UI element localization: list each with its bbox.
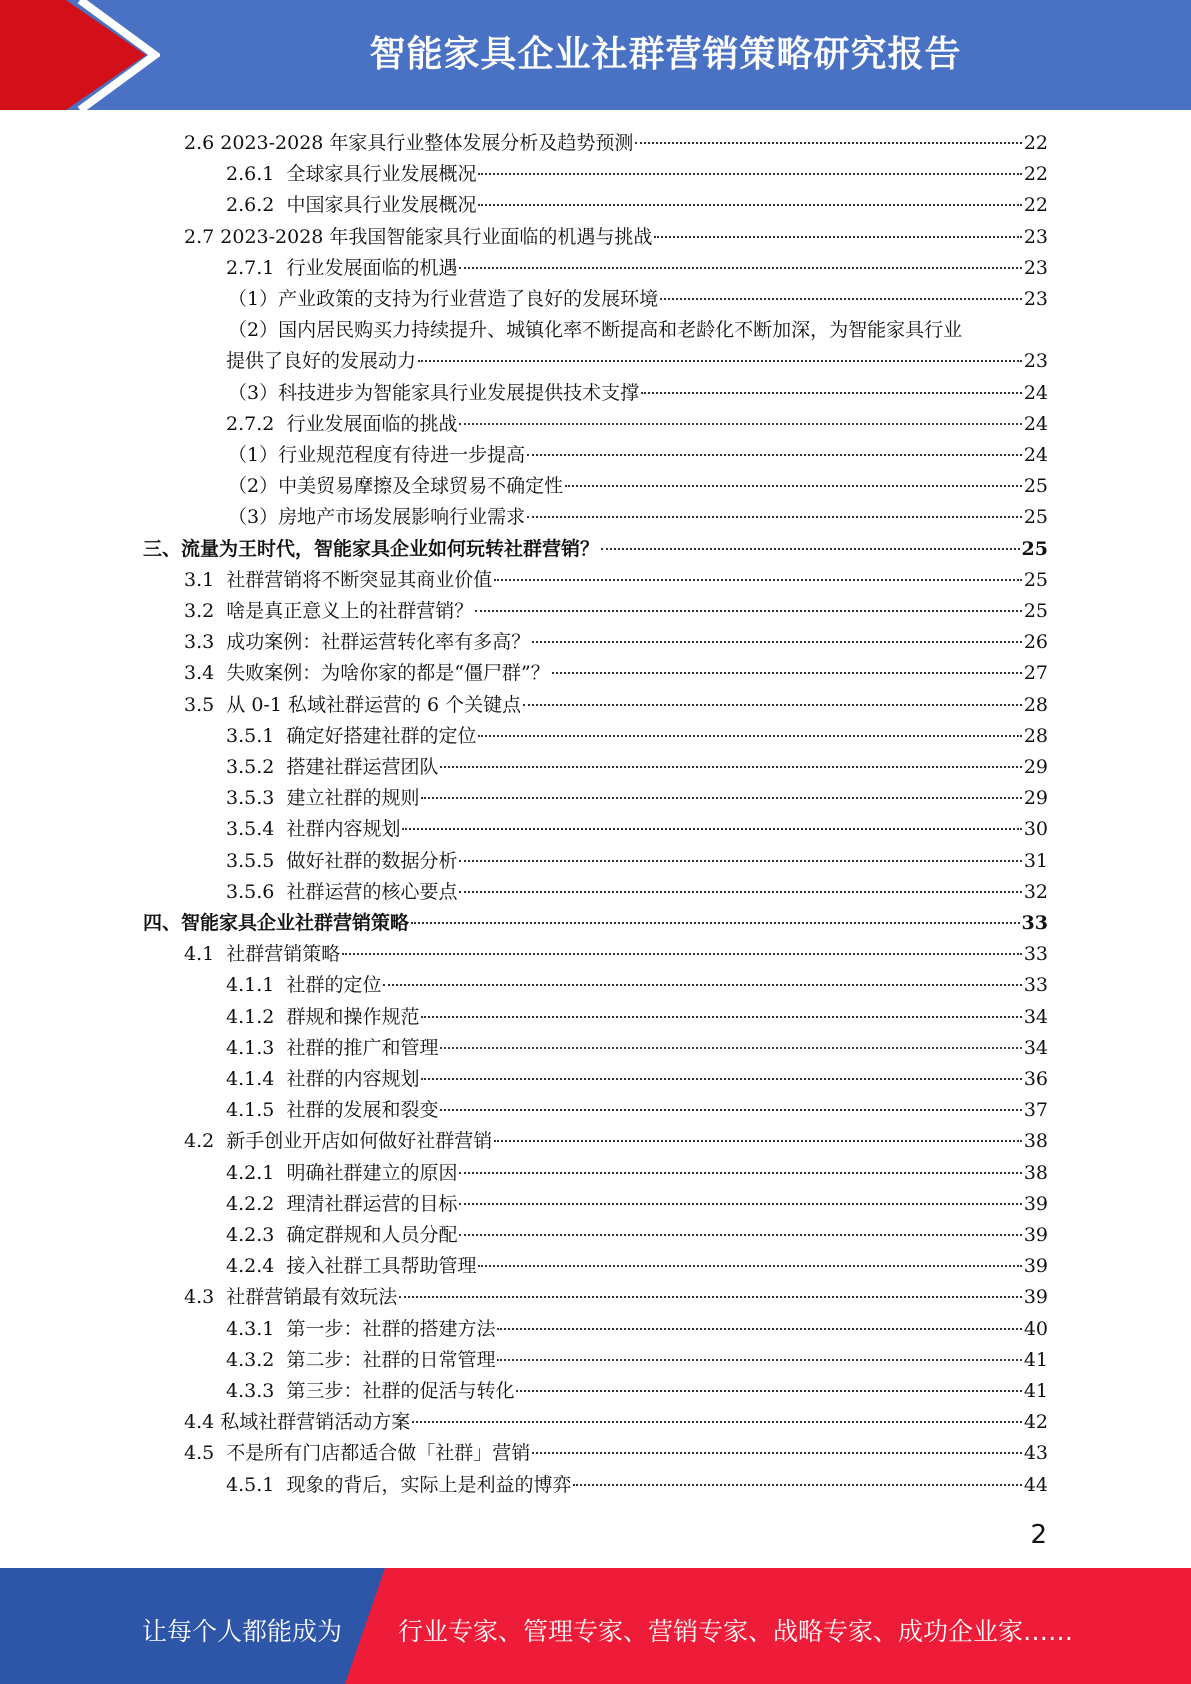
toc-entry-page: 26 xyxy=(1023,631,1048,654)
toc-entry-page: 24 xyxy=(1023,444,1048,466)
toc-leader-dots xyxy=(440,1109,1021,1111)
toc-entry[interactable] xyxy=(226,1158,1048,1189)
toc-entry-number: 2.6 xyxy=(184,132,221,154)
toc-entry-page: 37 xyxy=(1023,1099,1048,1122)
toc-entry[interactable] xyxy=(226,1251,1048,1282)
toc-leader-dots xyxy=(440,766,1021,768)
toc-entry-number: 4.5 xyxy=(184,1442,227,1465)
toc-entry-title: 社群的发展和裂变 xyxy=(286,1099,439,1122)
toc-entry-title: （2）国内居民购买力持续提升、城镇化率不断提高和老龄化不断加深，为智能家具行业 xyxy=(228,319,963,342)
toc-entry-title: 明确社群建立的原因 xyxy=(286,1161,458,1184)
toc-entry-title: 行业发展面临的机遇 xyxy=(286,256,458,279)
toc-entry[interactable] xyxy=(226,752,1048,783)
toc-entry[interactable] xyxy=(143,534,1048,565)
toc-leader-dots xyxy=(494,579,1022,581)
toc-entry-page: 25 xyxy=(1023,600,1048,622)
toc-entry-page: 30 xyxy=(1023,818,1048,841)
toc-leader-dots xyxy=(552,672,1022,674)
toc-entry-title: 社群内容规划 xyxy=(286,818,401,841)
toc-leader-dots xyxy=(412,1421,1022,1423)
toc-leader-dots xyxy=(497,1359,1021,1361)
toc-entry-title: 提供了良好的发展动力 xyxy=(226,350,417,373)
toc-entry-title: 四、智能家具企业社群营销策略 xyxy=(143,912,410,934)
toc-entry-number: 3.5.2 xyxy=(226,756,287,778)
toc-entry-page: 33 xyxy=(1021,912,1048,934)
toc-entry-page: 34 xyxy=(1023,1005,1048,1028)
toc-entry-title: 理清社群运营的目标 xyxy=(286,1192,458,1215)
toc-entry-title: 建立社群的规则 xyxy=(286,787,420,810)
toc-entry[interactable] xyxy=(228,440,1048,471)
toc-entry-title: 啥是真正意义上的社群营销？ xyxy=(226,600,474,622)
toc-entry-number: 3.5.6 xyxy=(226,880,287,903)
toc-entry[interactable] xyxy=(228,502,1048,533)
toc-entry-page: 28 xyxy=(1023,724,1048,747)
toc-entry[interactable] xyxy=(226,877,1048,908)
toc-leader-dots xyxy=(478,1265,1021,1267)
toc-entry-page: 29 xyxy=(1023,787,1048,810)
toc-entry[interactable] xyxy=(228,315,1048,346)
toc-entry-number: 4.1.1 xyxy=(226,974,287,997)
toc-entry-title: 全球家具行业发展概况 xyxy=(286,163,477,186)
toc-entry[interactable] xyxy=(226,159,1048,190)
toc-entry-title: 社群营销将不断突显其商业价值 xyxy=(226,568,493,591)
toc-entry-number: 3.5.3 xyxy=(226,787,287,810)
toc-leader-dots xyxy=(478,204,1021,206)
toc-entry-page: 44 xyxy=(1023,1473,1048,1496)
toc-leader-dots xyxy=(527,454,1022,456)
toc-entry[interactable] xyxy=(226,1314,1048,1345)
toc-entry-page: 29 xyxy=(1023,756,1048,778)
toc-leader-dots xyxy=(459,1234,1021,1236)
toc-entry-number: 4.2.2 xyxy=(226,1192,287,1215)
toc-entry[interactable] xyxy=(226,1376,1048,1407)
page-header xyxy=(0,0,1191,110)
toc-entry-page: 39 xyxy=(1023,1224,1048,1246)
toc-entry-number: 4.1.2 xyxy=(226,1005,287,1028)
toc-leader-dots xyxy=(532,1452,1022,1454)
toc-leader-dots xyxy=(573,1484,1021,1486)
page-footer xyxy=(0,1568,1191,1684)
toc-entry-title: 第一步：社群的搭建方法 xyxy=(286,1317,496,1340)
toc-entry-page: 22 xyxy=(1023,163,1048,186)
toc-entry-page: 28 xyxy=(1023,693,1048,716)
toc-entry-title: 社群营销最有效玩法 xyxy=(226,1286,398,1309)
toc-entry[interactable] xyxy=(184,627,1048,658)
toc-entry[interactable] xyxy=(226,1220,1048,1251)
toc-entry[interactable] xyxy=(143,908,1048,939)
toc-entry-page: 38 xyxy=(1023,1161,1048,1184)
toc-entry-number: 3.5.5 xyxy=(226,849,287,872)
toc-leader-dots xyxy=(532,641,1022,643)
toc-entry[interactable] xyxy=(184,1126,1048,1157)
toc-entry-title: 社群的内容规划 xyxy=(286,1068,420,1090)
toc-leader-dots xyxy=(478,735,1021,737)
toc-leader-dots xyxy=(440,1047,1021,1049)
toc-entry-number: 3.5.1 xyxy=(226,724,287,747)
toc-entry-number: 4.1.5 xyxy=(226,1099,287,1122)
toc-entry-title: （1）行业规范程度有待进一步提高 xyxy=(228,444,526,466)
toc-entry-title: 行业发展面临的挑战 xyxy=(286,412,458,435)
toc-entry[interactable] xyxy=(184,596,1048,627)
toc-entry-page: 33 xyxy=(1023,974,1048,997)
toc-entry-title: 第三步：社群的促活与转化 xyxy=(286,1380,515,1402)
toc-leader-dots xyxy=(475,610,1022,612)
toc-leader-dots xyxy=(459,891,1021,893)
toc-entry-page: 36 xyxy=(1023,1068,1048,1090)
toc-leader-dots xyxy=(494,1140,1022,1142)
toc-entry-page: 27 xyxy=(1023,662,1048,685)
toc-entry-title: 2023-2028 年家具行业整体发展分析及趋势预测 xyxy=(220,132,634,154)
toc-entry-number: 3.5 xyxy=(184,693,227,716)
toc-entry[interactable] xyxy=(184,690,1048,721)
toc-entry-page: 22 xyxy=(1023,194,1048,217)
toc-leader-dots xyxy=(421,1016,1021,1018)
toc-entry-title: （1）产业政策的支持为行业营造了良好的发展环境 xyxy=(228,288,659,310)
toc-entry-number: 4.2.1 xyxy=(226,1161,287,1184)
toc-entry-page: 39 xyxy=(1023,1255,1048,1278)
toc-leader-dots xyxy=(635,142,1021,144)
toc-entry-title: （3）房地产市场发展影响行业需求 xyxy=(228,506,526,529)
toc-entry[interactable] xyxy=(226,721,1048,752)
toc-entry-number: 4.4 xyxy=(184,1411,221,1434)
toc-entry-page: 32 xyxy=(1023,880,1048,903)
toc-entry-title: （2）中美贸易摩擦及全球贸易不确定性 xyxy=(228,475,564,498)
toc-leader-dots xyxy=(459,1203,1021,1205)
toc-entry-title: 社群运营的核心要点 xyxy=(286,880,458,903)
toc-leader-dots xyxy=(402,828,1021,830)
toc-entry-page: 25 xyxy=(1021,537,1048,560)
toc-entry-page: 34 xyxy=(1023,1036,1048,1059)
toc-entry-title: 社群的定位 xyxy=(286,974,382,997)
toc-entry-title: 不是所有门店都适合做「社群」营销 xyxy=(226,1442,531,1465)
toc-leader-dots xyxy=(459,1172,1021,1174)
toc-entry-title: 群规和操作规范 xyxy=(286,1005,420,1028)
toc-entry-title: 从 0-1 私域社群运营的 6 个关键点 xyxy=(226,693,522,716)
toc-entry-number: 4.1.3 xyxy=(226,1036,287,1059)
toc-entry[interactable] xyxy=(226,1033,1048,1064)
toc-entry-page: 43 xyxy=(1023,1442,1048,1465)
toc-entry-page: 22 xyxy=(1023,132,1048,154)
toc-entry[interactable] xyxy=(184,1407,1048,1438)
toc-entry-page: 23 xyxy=(1023,256,1048,279)
toc-entry-number: 3.2 xyxy=(184,600,227,622)
toc-entry-number: 4.3.1 xyxy=(226,1317,287,1340)
toc-entry[interactable] xyxy=(226,846,1048,877)
toc-entry-number: 2.6.2 xyxy=(226,194,287,217)
toc-entry[interactable] xyxy=(226,1002,1048,1033)
toc-entry-number: 2.7.2 xyxy=(226,412,287,435)
toc-entry[interactable] xyxy=(184,1438,1048,1469)
footer-slogan-left: 让每个人都能成为 xyxy=(142,1617,343,1646)
header-arrow-decoration xyxy=(0,0,160,110)
toc-entry-title: 社群营销策略 xyxy=(226,943,341,966)
toc-entry-number: 3.5.4 xyxy=(226,818,287,841)
toc-entry-number: 4.3 xyxy=(184,1286,227,1309)
toc-entry[interactable] xyxy=(226,1189,1048,1220)
toc-entry-page: 39 xyxy=(1023,1286,1048,1309)
toc-entry[interactable] xyxy=(228,284,1048,315)
toc-entry[interactable] xyxy=(226,970,1048,1001)
toc-entry-title: 接入社群工具帮助管理 xyxy=(286,1255,477,1278)
toc-entry-page: 40 xyxy=(1023,1317,1048,1340)
toc-entry[interactable] xyxy=(226,1470,1048,1501)
toc-entry[interactable] xyxy=(226,1095,1048,1126)
toc-entry-number: 4.3.2 xyxy=(226,1348,287,1371)
toc-entry-page: 38 xyxy=(1023,1130,1048,1153)
toc-entry-title: 新手创业开店如何做好社群营销 xyxy=(226,1130,493,1153)
toc-leader-dots xyxy=(660,298,1022,300)
toc-leader-dots xyxy=(418,360,1022,362)
toc-leader-dots xyxy=(654,236,1021,238)
toc-entry[interactable] xyxy=(228,378,1048,409)
toc-entry-title: 失败案例：为啥你家的都是“僵尸群”？ xyxy=(226,662,550,685)
toc-entry-number: 4.3.3 xyxy=(226,1380,287,1402)
toc-leader-dots xyxy=(459,423,1021,425)
toc-entry-number: 4.2.4 xyxy=(226,1255,287,1278)
toc-entry[interactable] xyxy=(226,346,1048,377)
toc-entry-page: 25 xyxy=(1023,506,1048,529)
toc-entry-title: 确定好搭建社群的定位 xyxy=(286,724,477,747)
toc-entry-page: 25 xyxy=(1023,568,1048,591)
toc-entry-title: 第二步：社群的日常管理 xyxy=(286,1348,496,1371)
toc-entry-number: 4.2.3 xyxy=(226,1224,287,1246)
toc-entry-number: 3.1 xyxy=(184,568,227,591)
toc-entry[interactable] xyxy=(226,409,1048,440)
toc-entry[interactable] xyxy=(228,471,1048,502)
toc-entry[interactable] xyxy=(226,253,1048,284)
toc-leader-dots xyxy=(497,1328,1021,1330)
toc-leader-dots xyxy=(421,1078,1021,1080)
toc-leader-dots xyxy=(565,485,1022,487)
toc-entry-number: 4.1 xyxy=(184,943,227,966)
toc-leader-dots xyxy=(421,797,1021,799)
toc-entry[interactable] xyxy=(226,814,1048,845)
toc-leader-dots xyxy=(342,953,1022,955)
toc-entry-title: 社群的推广和管理 xyxy=(286,1036,439,1059)
toc-leader-dots xyxy=(523,704,1022,706)
toc-entry-page: 41 xyxy=(1023,1380,1048,1402)
toc-leader-dots xyxy=(383,984,1021,986)
toc-leader-dots xyxy=(459,267,1021,269)
toc-entry-page: 31 xyxy=(1023,849,1048,872)
toc-entry[interactable] xyxy=(226,1064,1048,1095)
toc-entry-page: 39 xyxy=(1023,1192,1048,1215)
toc-entry-page: 24 xyxy=(1023,381,1048,404)
toc-entry[interactable] xyxy=(184,939,1048,970)
toc-entry-page: 41 xyxy=(1023,1348,1048,1371)
toc-entry-number: 4.2 xyxy=(184,1130,227,1153)
toc-entry-page: 23 xyxy=(1023,225,1048,248)
toc-entry[interactable] xyxy=(226,190,1048,221)
toc-leader-dots xyxy=(601,548,1020,550)
toc-entry-page: 23 xyxy=(1023,350,1048,373)
toc-entry-title: 做好社群的数据分析 xyxy=(286,849,458,872)
toc-entry-number: 4.1.4 xyxy=(226,1068,287,1090)
toc-leader-dots xyxy=(411,922,1020,924)
toc-leader-dots xyxy=(399,1296,1022,1298)
toc-entry-page: 23 xyxy=(1023,288,1048,310)
toc-entry-number: 2.7.1 xyxy=(226,256,287,279)
toc-entry-title: 成功案例：社群运营转化率有多高？ xyxy=(226,631,531,654)
report-title: 智能家具企业社群营销策略研究报告 xyxy=(369,34,962,75)
toc-leader-dots xyxy=(459,860,1021,862)
toc-leader-dots xyxy=(478,173,1021,175)
toc-entry-title: 确定群规和人员分配 xyxy=(286,1224,458,1246)
toc-entry-page: 42 xyxy=(1023,1411,1048,1434)
toc-entry[interactable] xyxy=(226,1345,1048,1376)
toc-entry-title: （3）科技进步为智能家具行业发展提供技术支撑 xyxy=(228,381,640,404)
footer-slogan-right: 行业专家、管理专家、营销专家、战略专家、成功企业家…… xyxy=(398,1617,1074,1646)
toc-entry-title: 搭建社群运营团队 xyxy=(286,756,439,778)
toc-entry-number: 2.7 xyxy=(184,225,221,248)
toc-leader-dots xyxy=(641,392,1022,394)
toc-entry-title: 中国家具行业发展概况 xyxy=(286,194,477,217)
toc-entry[interactable] xyxy=(184,565,1048,596)
toc-entry-page: 33 xyxy=(1023,943,1048,966)
toc-entry[interactable] xyxy=(184,658,1048,689)
toc-entry-number: 2.6.1 xyxy=(226,163,287,186)
toc-entry[interactable] xyxy=(184,1282,1048,1313)
toc-entry[interactable] xyxy=(184,222,1048,253)
toc-leader-dots xyxy=(516,1390,1021,1392)
toc-entry[interactable] xyxy=(226,783,1048,814)
toc-entry-page: 24 xyxy=(1023,412,1048,435)
toc-entry-page: 25 xyxy=(1023,475,1048,498)
toc-entry-number: 3.3 xyxy=(184,631,227,654)
toc-entry-title: 现象的背后，实际上是利益的博弈 xyxy=(286,1473,572,1496)
page-number: 2 xyxy=(1030,1520,1047,1550)
toc-entry[interactable] xyxy=(184,128,1048,159)
toc-entry-title: 2023-2028 年我国智能家具行业面临的机遇与挑战 xyxy=(220,225,653,248)
toc-entry-number: 3.4 xyxy=(184,662,227,685)
toc-leader-dots xyxy=(527,516,1022,518)
toc-entry-title: 私域社群营销活动方案 xyxy=(220,1411,411,1434)
toc-entry-number: 4.5.1 xyxy=(226,1473,287,1496)
toc-entry-title: 三、流量为王时代，智能家具企业如何玩转社群营销？ xyxy=(143,537,600,560)
